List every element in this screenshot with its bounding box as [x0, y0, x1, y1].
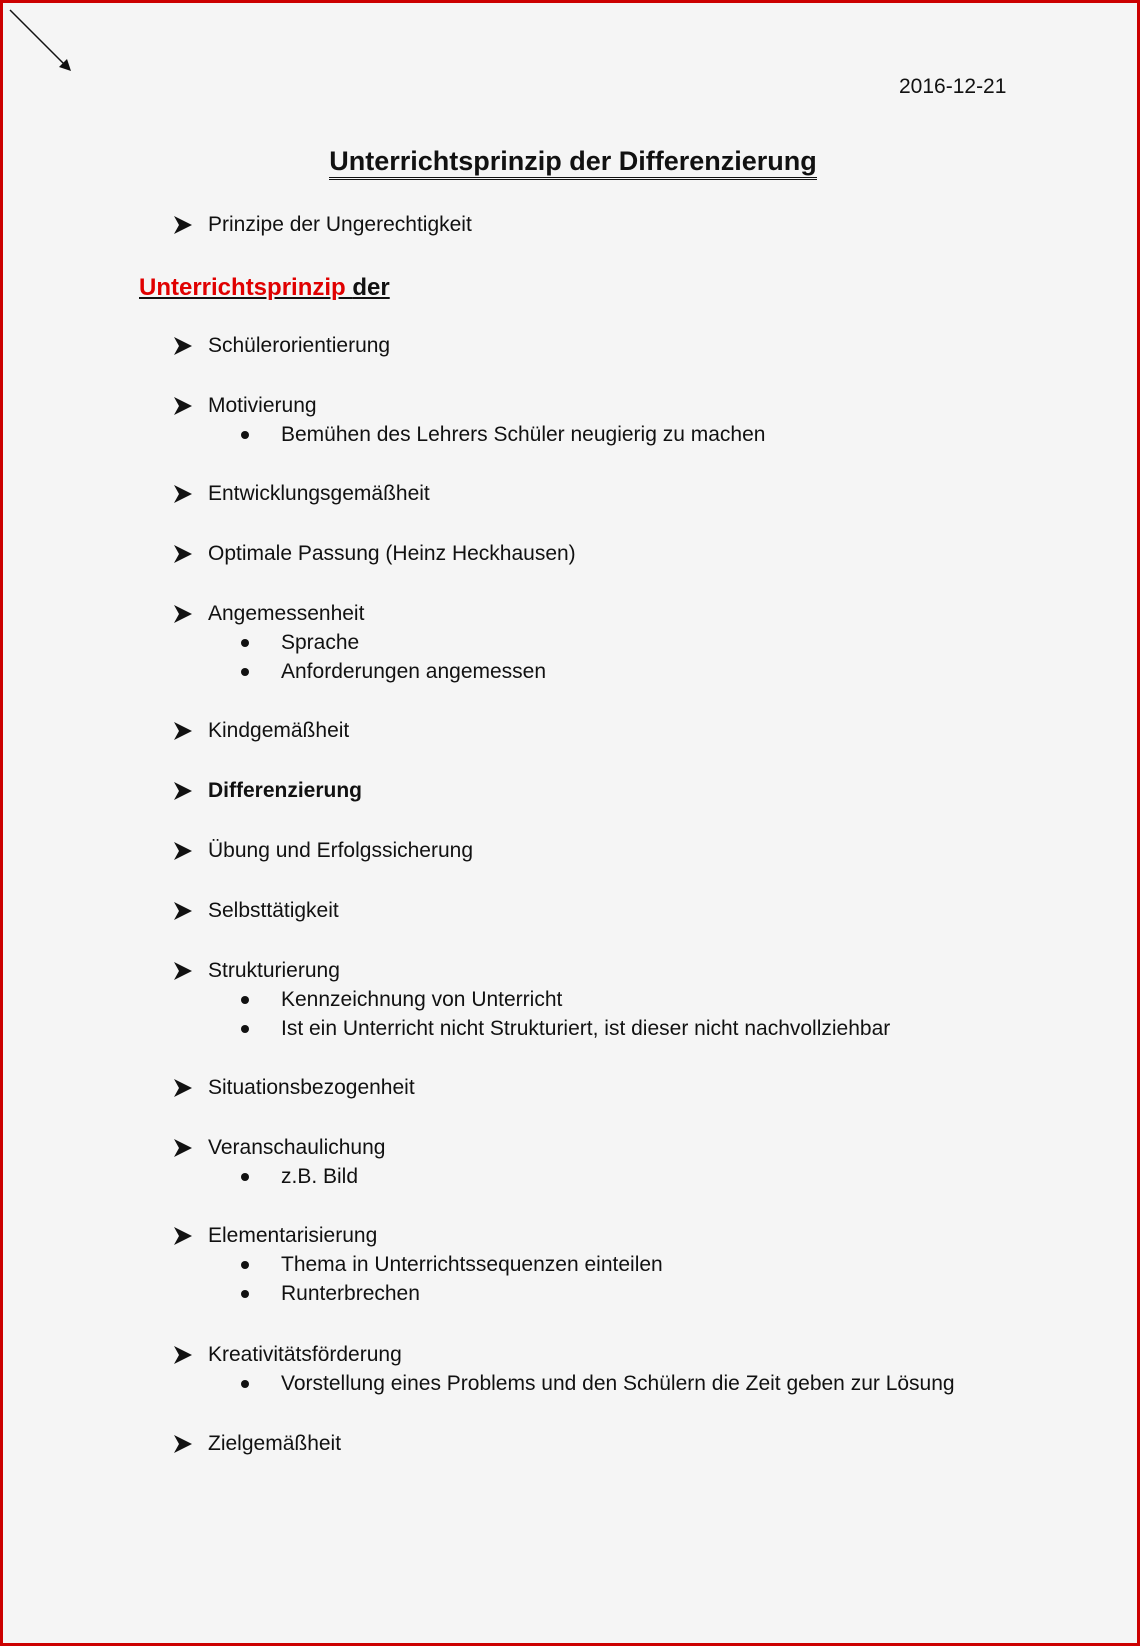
- section-heading-black: der: [352, 274, 390, 301]
- intro-item-label: Prinzipe der Ungerechtigkeit: [208, 213, 472, 236]
- list-item: [173, 1223, 377, 1249]
- document-title-text: Unterrichtsprinzip der Differenzierung: [329, 146, 817, 180]
- sub-list-item: [241, 1164, 358, 1190]
- list-item-label: Kreativitätsförderung: [208, 1343, 402, 1366]
- sub-list-item: [241, 1371, 955, 1397]
- list-item: [173, 393, 317, 419]
- list-item-label: Optimale Passung (Heinz Heckhausen): [208, 542, 576, 565]
- sub-list-item: [241, 1252, 663, 1278]
- list-item: [173, 958, 340, 984]
- list-item-label: Situationsbezogenheit: [208, 1076, 415, 1099]
- arrow-bullet-icon: [173, 1138, 193, 1158]
- list-item-label: Kindgemäßheit: [208, 719, 350, 742]
- arrow-bullet-icon: [173, 1226, 193, 1246]
- arrow-bullet-icon: [173, 901, 193, 921]
- sub-list-item: [241, 987, 562, 1013]
- list-item-label: Entwicklungsgemäßheit: [208, 482, 430, 505]
- arrow-bullet-icon: [173, 484, 193, 504]
- list-item-label: Strukturierung: [208, 959, 340, 982]
- bullet-dot-icon: [241, 431, 249, 439]
- list-item-label: Schülerorientierung: [208, 334, 391, 357]
- bullet-dot-icon: [241, 996, 249, 1004]
- list-item: [173, 718, 349, 744]
- arrow-bullet-icon: [173, 396, 193, 416]
- list-item: [173, 1342, 402, 1368]
- arrow-bullet-icon: [173, 215, 193, 235]
- bullet-dot-icon: [241, 1173, 249, 1181]
- arrow-bullet-icon: [173, 544, 193, 564]
- intro-list-item: [173, 212, 472, 238]
- list-item: [173, 481, 430, 507]
- list-item: [173, 838, 473, 864]
- list-item: [173, 778, 362, 804]
- list-item: [173, 541, 576, 567]
- list-item: [173, 1431, 341, 1457]
- arrow-bullet-icon: [173, 781, 193, 801]
- list-item-label: Übung und Erfolgssicherung: [208, 839, 474, 862]
- sub-list-item: [241, 630, 359, 656]
- list-item-label: Angemessenheit: [208, 602, 365, 625]
- arrow-bullet-icon: [173, 1078, 193, 1098]
- list-item: [173, 1075, 415, 1101]
- bullet-dot-icon: [241, 639, 249, 647]
- list-item-label: Zielgemäßheit: [208, 1432, 342, 1455]
- list-item-label: Selbsttätigkeit: [208, 899, 339, 922]
- sub-list-item-label: Kennzeichnung von Unterricht: [281, 988, 563, 1011]
- sub-list-item: [241, 659, 546, 685]
- sub-list-item-label: Anforderungen angemessen: [281, 660, 547, 683]
- arrow-bullet-icon: [173, 721, 193, 741]
- sub-list-item: [241, 1281, 420, 1307]
- sub-list-item-label: Ist ein Unterricht nicht Strukturiert, ist dieser nicht nachvollziehbar: [281, 1017, 891, 1040]
- document-date: 2016-12-21: [899, 75, 1007, 98]
- list-item: [173, 1135, 385, 1161]
- list-item-label: Differenzierung: [208, 779, 363, 802]
- arrow-bullet-icon: [173, 1434, 193, 1454]
- sub-list-item-label: Bemühen des Lehrers Schüler neugierig zu machen: [281, 423, 766, 446]
- arrow-bullet-icon: [173, 841, 193, 861]
- bullet-dot-icon: [241, 1025, 249, 1033]
- bullet-dot-icon: [241, 1380, 249, 1388]
- list-item-label: Motivierung: [208, 394, 317, 417]
- sub-list-item-label: Runterbrechen: [281, 1282, 420, 1305]
- bullet-dot-icon: [241, 1290, 249, 1298]
- sub-list-item: [241, 1016, 890, 1042]
- list-item-label: Veranschaulichung: [208, 1136, 386, 1159]
- arrow-bullet-icon: [173, 1345, 193, 1365]
- bullet-dot-icon: [241, 1261, 249, 1269]
- sub-list-item-label: Thema in Unterrichtssequenzen einteilen: [281, 1253, 663, 1276]
- section-heading-red: Unterrichtsprinzip: [139, 274, 353, 301]
- arrow-bullet-icon: [173, 336, 193, 356]
- list-item: [173, 601, 364, 627]
- sub-list-item-label: z.B. Bild: [281, 1165, 359, 1188]
- document-title: [3, 144, 1140, 178]
- arrow-bullet-icon: [173, 961, 193, 981]
- list-item: [173, 898, 339, 924]
- sub-list-item: [241, 422, 765, 448]
- sub-list-item-label: Sprache: [281, 631, 360, 654]
- list-item-label: Elementarisierung: [208, 1224, 378, 1247]
- arrow-bullet-icon: [173, 604, 193, 624]
- section-heading: [139, 273, 390, 303]
- diagonal-arrow-icon: [7, 7, 77, 82]
- list-item: [173, 333, 390, 359]
- bullet-dot-icon: [241, 668, 249, 676]
- sub-list-item-label: Vorstellung eines Problems und den Schülern die Zeit geben zur Lösung: [281, 1372, 955, 1395]
